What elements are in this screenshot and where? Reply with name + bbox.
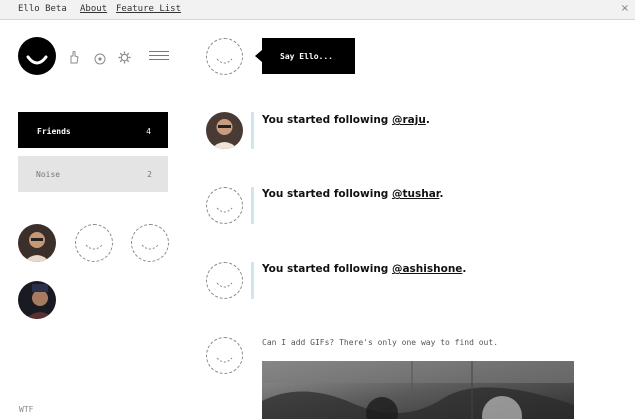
- about-link[interactable]: About: [80, 4, 108, 14]
- brand-label: Ello Beta: [18, 4, 67, 14]
- avatar-placeholder[interactable]: [206, 187, 243, 224]
- hand-icon[interactable]: [68, 49, 80, 68]
- post-text: Can I add GIFs? There's only one way to find out.: [262, 338, 499, 347]
- post-text: [262, 188, 443, 200]
- post-text: [262, 263, 466, 275]
- avatar[interactable]: [18, 281, 56, 319]
- target-icon[interactable]: [94, 50, 106, 69]
- post-accent-bar: [251, 187, 254, 224]
- user-link[interactable]: @ashishone: [391, 263, 463, 275]
- post-image[interactable]: [262, 361, 574, 419]
- tab-friends-count: 4: [146, 127, 151, 136]
- tab-noise[interactable]: [18, 156, 168, 192]
- say-ello-button[interactable]: Say Ello...: [262, 38, 355, 74]
- avatar[interactable]: [18, 224, 56, 262]
- post-text-suffix: .: [439, 188, 444, 200]
- top-bar: [0, 0, 635, 20]
- tab-friends[interactable]: [18, 112, 168, 148]
- avatar-placeholder[interactable]: [206, 38, 243, 75]
- wtf-link[interactable]: WTF: [19, 405, 34, 414]
- close-icon[interactable]: ×: [620, 3, 629, 14]
- ello-logo-icon[interactable]: [18, 37, 56, 75]
- post-text-prefix: You started following: [262, 114, 392, 126]
- tab-noise-label: Noise: [36, 170, 61, 179]
- post-accent-bar: [251, 112, 254, 149]
- post-text: [262, 114, 430, 126]
- user-link[interactable]: @raju: [391, 114, 426, 126]
- feature-list-link[interactable]: Feature List: [116, 4, 182, 14]
- avatar-placeholder[interactable]: [206, 337, 243, 374]
- gear-icon[interactable]: [118, 49, 131, 68]
- hamburger-menu-icon[interactable]: [149, 51, 169, 60]
- post-text-suffix: .: [425, 114, 430, 126]
- post-text-prefix: You started following: [262, 263, 392, 275]
- avatar-placeholder[interactable]: [206, 262, 243, 299]
- tab-noise-count: 2: [147, 170, 152, 179]
- avatar-placeholder[interactable]: [75, 224, 113, 262]
- post-text-prefix: You started following: [262, 188, 392, 200]
- tab-friends-label: Friends: [37, 127, 71, 136]
- user-link[interactable]: @tushar: [391, 188, 440, 200]
- post-accent-bar: [251, 262, 254, 299]
- post-text-suffix: .: [462, 263, 467, 275]
- avatar-placeholder[interactable]: [131, 224, 169, 262]
- avatar[interactable]: [206, 112, 243, 149]
